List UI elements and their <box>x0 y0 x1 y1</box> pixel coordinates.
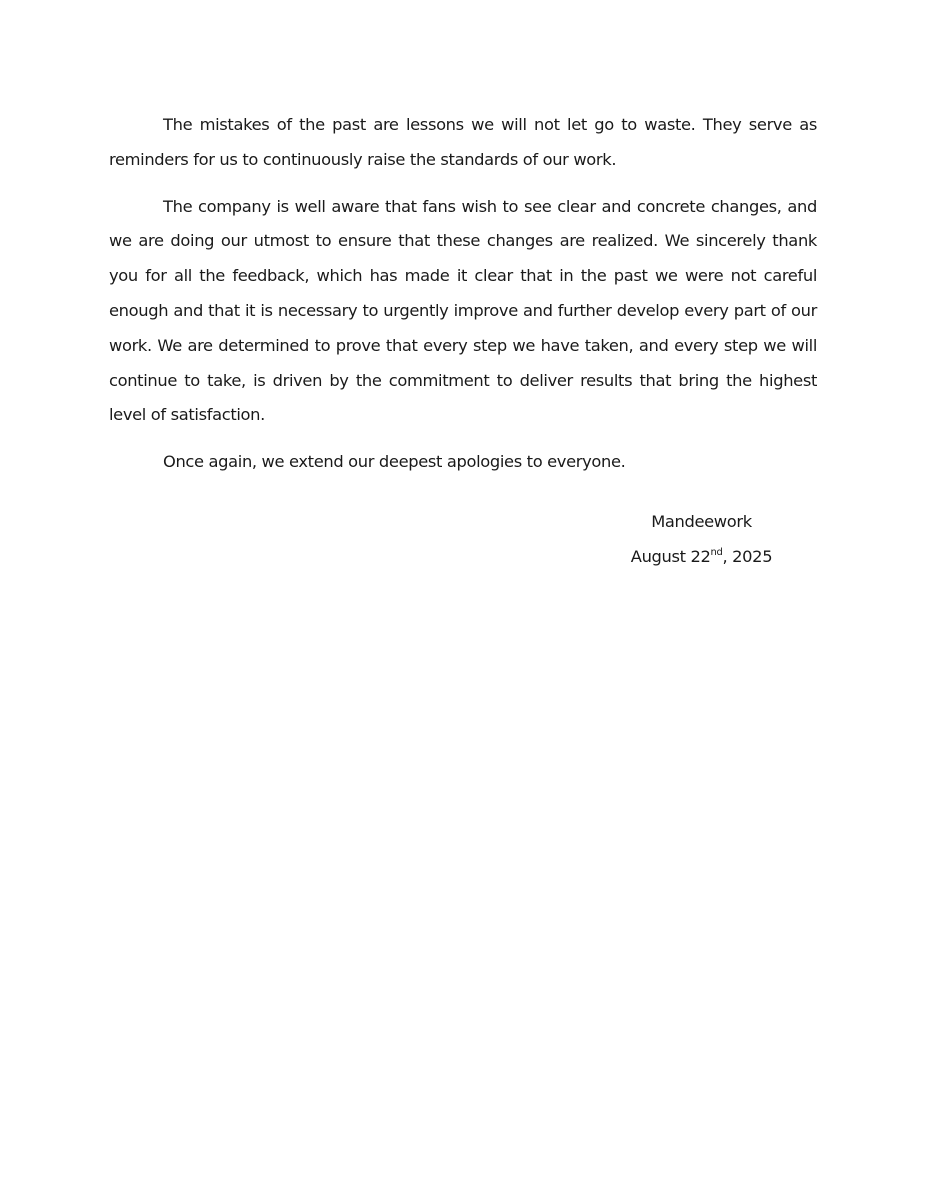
paragraph-3: Once again, we extend our deepest apologies to everyone. <box>163 452 626 472</box>
signature-date <box>600 539 803 574</box>
paragraph-2: The company is well aware that fans wish to see clear and concrete changes, and we are doing our utmost to ensure that these changes are realized. We sincerely thank you for all the feedback, which has made it clear that in the past we were not careful enough and that it is necessary to urgently improve and further develop every part of our work. We are determined to prove that every step we have taken, and every step we will continue to take, is driven by the commitment to deliver results that bring the highest level of satisfaction. <box>109 196 817 425</box>
paragraph-1: The mistakes of the past are lessons we will not let go to waste. They serve as reminders for us to continuously raise the standards of our work. <box>109 115 817 169</box>
date-month-day: August 22 <box>630 547 711 566</box>
signature-block <box>600 504 803 574</box>
date-year: , 2025 <box>722 547 773 566</box>
letter-body <box>109 108 817 492</box>
date-ordinal-suffix: nd <box>710 546 723 558</box>
signature-name: Mandeework <box>651 512 752 531</box>
